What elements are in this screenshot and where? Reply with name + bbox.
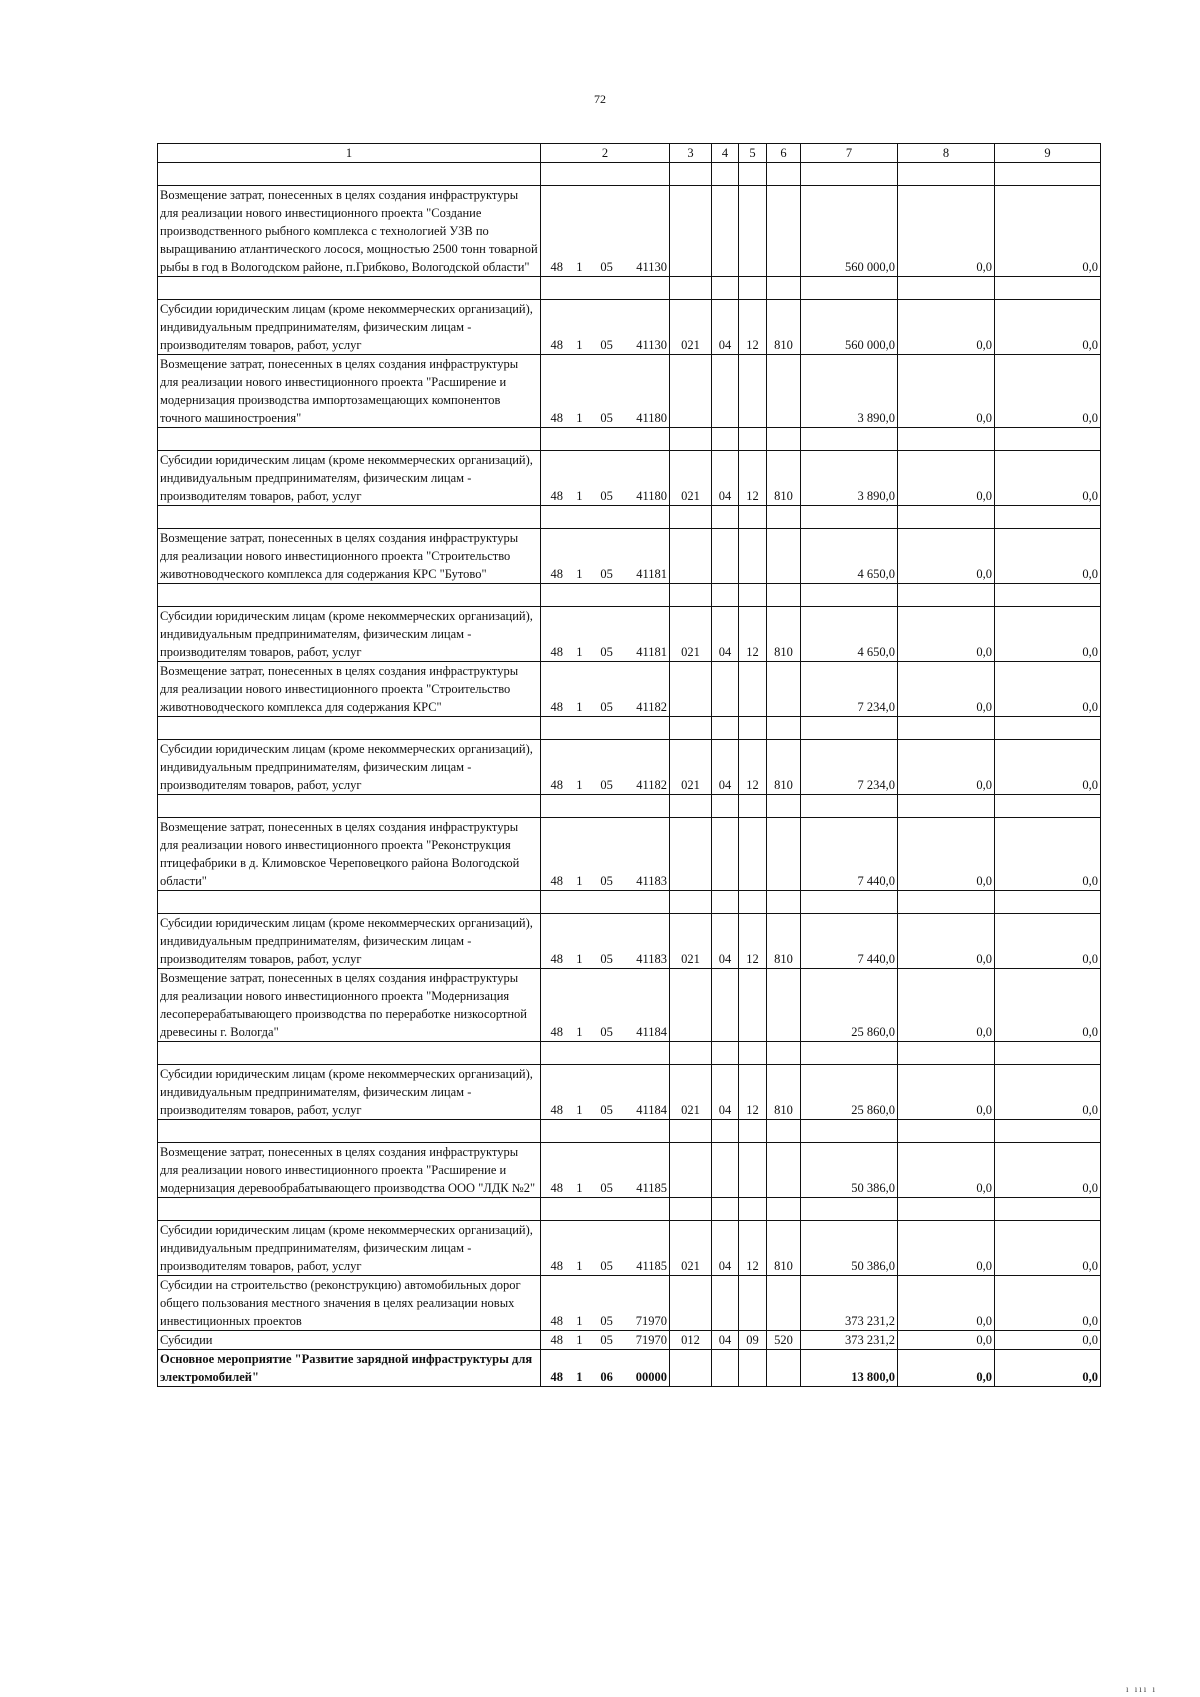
program-code-cell [541,740,670,795]
amount-v8: 0,0 [898,818,995,891]
code-part-c1: 48 [550,1333,563,1347]
amount-v9: 0,0 [995,1221,1101,1276]
amount-v7: 50 386,0 [801,1221,898,1276]
amount-v7: 373 231,2 [801,1331,898,1350]
code-part-c3: 05 [600,260,613,274]
code-part-c3: 05 [600,567,613,581]
code-part-c2: 1 [576,411,583,425]
code-part-c1: 48 [550,260,563,274]
code-part-c2: 1 [576,952,583,966]
row-spacer [158,1198,1101,1221]
program-code-cell [541,186,670,277]
classification-code-k4 [712,969,739,1042]
classification-code-k6: 810 [767,1065,801,1120]
row-spacer [158,584,1101,607]
code-part-c3: 05 [600,700,613,714]
amount-v7: 7 440,0 [801,914,898,969]
amount-v8: 0,0 [898,1143,995,1198]
classification-code-k5 [739,529,767,584]
code-part-c2: 1 [576,1025,583,1039]
column-header-4: 4 [712,144,739,163]
program-code-cell [541,1331,670,1350]
amount-v9: 0,0 [995,662,1101,717]
amount-v7: 13 800,0 [801,1350,898,1387]
classification-code-k6 [767,186,801,277]
code-part-c4: 41183 [636,952,667,966]
code-part-c1: 48 [550,1181,563,1195]
code-part-c3: 05 [600,1314,613,1328]
table-row [158,1350,1101,1387]
amount-v9: 0,0 [995,969,1101,1042]
amount-v9: 0,0 [995,186,1101,277]
code-part-c4: 41185 [636,1181,667,1195]
table-row [158,451,1101,506]
amount-v7: 560 000,0 [801,186,898,277]
classification-code-k4 [712,818,739,891]
amount-v9: 0,0 [995,1350,1101,1387]
code-part-c2: 1 [576,567,583,581]
table-row [158,607,1101,662]
row-description: Субсидии юридическим лицам (кроме некоммерческих организаций), индивидуальным предпринимателям, физическим лицам - производителям товаров, работ, услуг [158,607,541,662]
table-row [158,300,1101,355]
amount-v7: 3 890,0 [801,451,898,506]
program-code-cell [541,969,670,1042]
code-part-c2: 1 [576,338,583,352]
code-part-c3: 05 [600,645,613,659]
code-part-c3: 05 [600,778,613,792]
classification-code-k3 [670,1143,712,1198]
amount-v8: 0,0 [898,355,995,428]
program-code-cell [541,914,670,969]
row-spacer [158,717,1101,740]
code-part-c1: 48 [550,1103,563,1117]
column-header-6: 6 [767,144,801,163]
classification-code-k5 [739,186,767,277]
classification-code-k5 [739,969,767,1042]
code-part-c2: 1 [576,1314,583,1328]
amount-v7: 4 650,0 [801,529,898,584]
table-header-row [158,144,1101,163]
program-code-cell [541,451,670,506]
classification-code-k3: 021 [670,300,712,355]
column-header-8: 8 [898,144,995,163]
code-part-c1: 48 [550,338,563,352]
classification-code-k6 [767,1350,801,1387]
code-part-c2: 1 [576,778,583,792]
classification-code-k4: 04 [712,300,739,355]
amount-v9: 0,0 [995,1331,1101,1350]
program-code-cell [541,662,670,717]
classification-code-k3 [670,1350,712,1387]
classification-code-k5 [739,662,767,717]
classification-code-k4 [712,355,739,428]
classification-code-k3 [670,1276,712,1331]
classification-code-k4 [712,662,739,717]
amount-v8: 0,0 [898,1350,995,1387]
classification-code-k4: 04 [712,1331,739,1350]
program-code-cell [541,1276,670,1331]
classification-code-k6 [767,529,801,584]
table-body [158,163,1101,1387]
classification-code-k6: 810 [767,300,801,355]
column-header-1: 1 [158,144,541,163]
row-spacer [158,1120,1101,1143]
code-part-c1: 48 [550,952,563,966]
code-part-c3: 05 [600,411,613,425]
table-row [158,529,1101,584]
row-description: Возмещение затрат, понесенных в целях создания инфраструктуры для реализации нового инвестиционного проекта "Модернизация лесоперерабатывающего производства по переработке низкосортной древесины г. Вологда" [158,969,541,1042]
amount-v7: 3 890,0 [801,355,898,428]
table-row [158,355,1101,428]
code-part-c4: 41184 [636,1025,667,1039]
code-part-c4: 41182 [636,778,667,792]
amount-v9: 0,0 [995,914,1101,969]
program-code-cell [541,355,670,428]
row-spacer [158,1042,1101,1065]
classification-code-k3 [670,818,712,891]
code-part-c2: 1 [576,700,583,714]
classification-code-k5: 12 [739,1065,767,1120]
code-part-c4: 41181 [636,645,667,659]
column-header-7: 7 [801,144,898,163]
code-part-c3: 05 [600,1181,613,1195]
amount-v7: 50 386,0 [801,1143,898,1198]
code-part-c4: 71970 [635,1314,667,1328]
code-part-c4: 41180 [636,489,667,503]
amount-v8: 0,0 [898,1065,995,1120]
program-code-cell [541,607,670,662]
program-code-cell [541,818,670,891]
amount-v8: 0,0 [898,1276,995,1331]
code-part-c4: 41184 [636,1103,667,1117]
program-code-cell [541,1221,670,1276]
table-row [158,1331,1101,1350]
amount-v8: 0,0 [898,529,995,584]
classification-code-k3 [670,529,712,584]
amount-v8: 0,0 [898,607,995,662]
code-part-c2: 1 [576,874,583,888]
amount-v8: 0,0 [898,300,995,355]
row-description: Основное мероприятие "Развитие зарядной инфраструктуры для электромобилей" [158,1350,541,1387]
row-spacer [158,428,1101,451]
code-part-c2: 1 [576,1181,583,1195]
amount-v8: 0,0 [898,662,995,717]
amount-v9: 0,0 [995,1143,1101,1198]
table-row [158,1065,1101,1120]
classification-code-k3 [670,662,712,717]
classification-code-k3 [670,969,712,1042]
amount-v8: 0,0 [898,969,995,1042]
page-number: 72 [594,92,606,106]
amount-v7: 373 231,2 [801,1276,898,1331]
amount-v9: 0,0 [995,355,1101,428]
amount-v7: 25 860,0 [801,969,898,1042]
classification-code-k6: 810 [767,451,801,506]
row-description: Субсидии юридическим лицам (кроме некоммерческих организаций), индивидуальным предпринимателям, физическим лицам - производителям товаров, работ, услуг [158,1221,541,1276]
code-part-c2: 1 [576,260,583,274]
classification-code-k4 [712,1276,739,1331]
row-description: Возмещение затрат, понесенных в целях создания инфраструктуры для реализации нового инвестиционного проекта "Расширение и модернизация деревообрабатывающего производства ООО "ЛДК №2" [158,1143,541,1198]
row-description: Субсидии на строительство (реконструкцию) автомобильных дорог общего пользования местного значения в целях реализации новых инвестиционных проектов [158,1276,541,1331]
row-description: Субсидии юридическим лицам (кроме некоммерческих организаций), индивидуальным предпринимателям, физическим лицам - производителям товаров, работ, услуг [158,1065,541,1120]
code-part-c3: 06 [600,1370,613,1384]
classification-code-k5: 12 [739,451,767,506]
classification-code-k5: 09 [739,1331,767,1350]
amount-v7: 4 650,0 [801,607,898,662]
code-part-c4: 41180 [636,411,667,425]
program-code-cell [541,529,670,584]
row-spacer [158,277,1101,300]
amount-v8: 0,0 [898,1331,995,1350]
row-spacer [158,795,1101,818]
classification-code-k4 [712,1350,739,1387]
classification-code-k6 [767,818,801,891]
scan-footer-marks: ı ııı ı [1126,1684,1158,1694]
classification-code-k6: 810 [767,914,801,969]
amount-v9: 0,0 [995,740,1101,795]
classification-code-k3 [670,186,712,277]
code-part-c1: 48 [550,1314,563,1328]
table-row [158,818,1101,891]
row-description: Субсидии юридическим лицам (кроме некоммерческих организаций), индивидуальным предпринимателям, физическим лицам - производителям товаров, работ, услуг [158,914,541,969]
code-part-c1: 48 [550,700,563,714]
code-part-c3: 05 [600,1025,613,1039]
classification-code-k3 [670,355,712,428]
classification-code-k5: 12 [739,740,767,795]
code-part-c1: 48 [550,489,563,503]
classification-code-k3: 021 [670,451,712,506]
table-row [158,914,1101,969]
classification-code-k3: 021 [670,740,712,795]
classification-code-k6 [767,1276,801,1331]
classification-code-k5 [739,1350,767,1387]
program-code-cell [541,1065,670,1120]
classification-code-k4: 04 [712,740,739,795]
amount-v7: 25 860,0 [801,1065,898,1120]
row-description: Возмещение затрат, понесенных в целях создания инфраструктуры для реализации нового инвестиционного проекта "Строительство животноводческого комплекса для содержания КРС" [158,662,541,717]
amount-v9: 0,0 [995,607,1101,662]
classification-code-k5 [739,818,767,891]
code-part-c2: 1 [576,645,583,659]
table-row [158,740,1101,795]
table-row [158,1276,1101,1331]
code-part-c2: 1 [576,489,583,503]
code-part-c3: 05 [600,1103,613,1117]
code-part-c1: 48 [550,567,563,581]
code-part-c3: 05 [600,952,613,966]
amount-v7: 7 440,0 [801,818,898,891]
amount-v9: 0,0 [995,1065,1101,1120]
code-part-c3: 05 [600,1259,613,1273]
classification-code-k4: 04 [712,451,739,506]
code-part-c4: 71970 [635,1333,667,1347]
classification-code-k5: 12 [739,914,767,969]
classification-code-k6: 810 [767,740,801,795]
classification-code-k5 [739,1276,767,1331]
amount-v9: 0,0 [995,818,1101,891]
code-part-c4: 41183 [636,874,667,888]
code-part-c1: 48 [550,874,563,888]
column-header-9: 9 [995,144,1101,163]
classification-code-k4 [712,186,739,277]
code-part-c1: 48 [550,1025,563,1039]
classification-code-k3: 021 [670,914,712,969]
column-header-2: 2 [541,144,670,163]
column-header-5: 5 [739,144,767,163]
classification-code-k4 [712,1143,739,1198]
code-part-c1: 48 [550,411,563,425]
program-code-cell [541,1350,670,1387]
row-description: Возмещение затрат, понесенных в целях создания инфраструктуры для реализации нового инвестиционного проекта "Реконструкция птицефабрики в д. Климовское Череповецкого района Вологодской области" [158,818,541,891]
classification-code-k6 [767,969,801,1042]
code-part-c2: 1 [576,1259,583,1273]
row-description: Возмещение затрат, понесенных в целях создания инфраструктуры для реализации нового инвестиционного проекта "Расширение и модернизация производства импортозамещающих компонентов точного машиностроения" [158,355,541,428]
code-part-c3: 05 [600,1333,613,1347]
classification-code-k5: 12 [739,607,767,662]
amount-v7: 7 234,0 [801,740,898,795]
classification-code-k4: 04 [712,1065,739,1120]
classification-code-k6 [767,355,801,428]
row-description: Субсидии юридическим лицам (кроме некоммерческих организаций), индивидуальным предпринимателям, физическим лицам - производителям товаров, работ, услуг [158,451,541,506]
amount-v9: 0,0 [995,1276,1101,1331]
classification-code-k4: 04 [712,914,739,969]
code-part-c2: 1 [576,1333,583,1347]
row-description: Субсидии юридическим лицам (кроме некоммерческих организаций), индивидуальным предпринимателям, физическим лицам - производителям товаров, работ, услуг [158,740,541,795]
classification-code-k5 [739,1143,767,1198]
amount-v8: 0,0 [898,914,995,969]
classification-code-k6: 810 [767,607,801,662]
row-description: Субсидии юридическим лицам (кроме некоммерческих организаций), индивидуальным предпринимателям, физическим лицам - производителям товаров, работ, услуг [158,300,541,355]
code-part-c3: 05 [600,489,613,503]
amount-v9: 0,0 [995,451,1101,506]
program-code-cell [541,1143,670,1198]
row-description: Возмещение затрат, понесенных в целях создания инфраструктуры для реализации нового инвестиционного проекта "Строительство животноводческого комплекса для содержания КРС "Бутово" [158,529,541,584]
row-spacer [158,891,1101,914]
code-part-c4: 00000 [635,1370,667,1384]
classification-code-k3: 012 [670,1331,712,1350]
code-part-c3: 05 [600,338,613,352]
table-row [158,1143,1101,1198]
program-code-cell [541,300,670,355]
code-part-c4: 41130 [636,260,667,274]
row-spacer [158,506,1101,529]
code-part-c2: 1 [576,1103,583,1117]
amount-v9: 0,0 [995,529,1101,584]
classification-code-k4: 04 [712,607,739,662]
amount-v7: 560 000,0 [801,300,898,355]
classification-code-k5: 12 [739,1221,767,1276]
classification-code-k3: 021 [670,607,712,662]
budget-table [157,143,1101,1387]
code-part-c4: 41185 [636,1259,667,1273]
table-row [158,662,1101,717]
amount-v7: 7 234,0 [801,662,898,717]
column-header-3: 3 [670,144,712,163]
classification-code-k3: 021 [670,1221,712,1276]
code-part-c1: 48 [550,1259,563,1273]
classification-code-k3: 021 [670,1065,712,1120]
row-spacer [158,163,1101,186]
classification-code-k5: 12 [739,300,767,355]
table-row [158,1221,1101,1276]
amount-v9: 0,0 [995,300,1101,355]
code-part-c1: 48 [550,645,563,659]
code-part-c4: 41130 [636,338,667,352]
amount-v8: 0,0 [898,740,995,795]
code-part-c4: 41182 [636,700,667,714]
table-row [158,186,1101,277]
amount-v8: 0,0 [898,1221,995,1276]
table-row [158,969,1101,1042]
row-description: Субсидии [158,1331,541,1350]
code-part-c3: 05 [600,874,613,888]
classification-code-k6: 520 [767,1331,801,1350]
code-part-c4: 41181 [636,567,667,581]
code-part-c1: 48 [550,778,563,792]
classification-code-k6 [767,1143,801,1198]
classification-code-k5 [739,355,767,428]
classification-code-k6 [767,662,801,717]
amount-v8: 0,0 [898,186,995,277]
amount-v8: 0,0 [898,451,995,506]
code-part-c1: 48 [550,1370,563,1384]
row-description: Возмещение затрат, понесенных в целях создания инфраструктуры для реализации нового инвестиционного проекта "Создание производственного рыбного комплекса с технологией УЗВ по выращиванию атлантического лосося, мощностью 2500 тонн товарной рыбы в год в Вологодском районе, п.Грибково, Вологодской области" [158,186,541,277]
classification-code-k4 [712,529,739,584]
classification-code-k6: 810 [767,1221,801,1276]
classification-code-k4: 04 [712,1221,739,1276]
code-part-c2: 1 [576,1370,583,1384]
